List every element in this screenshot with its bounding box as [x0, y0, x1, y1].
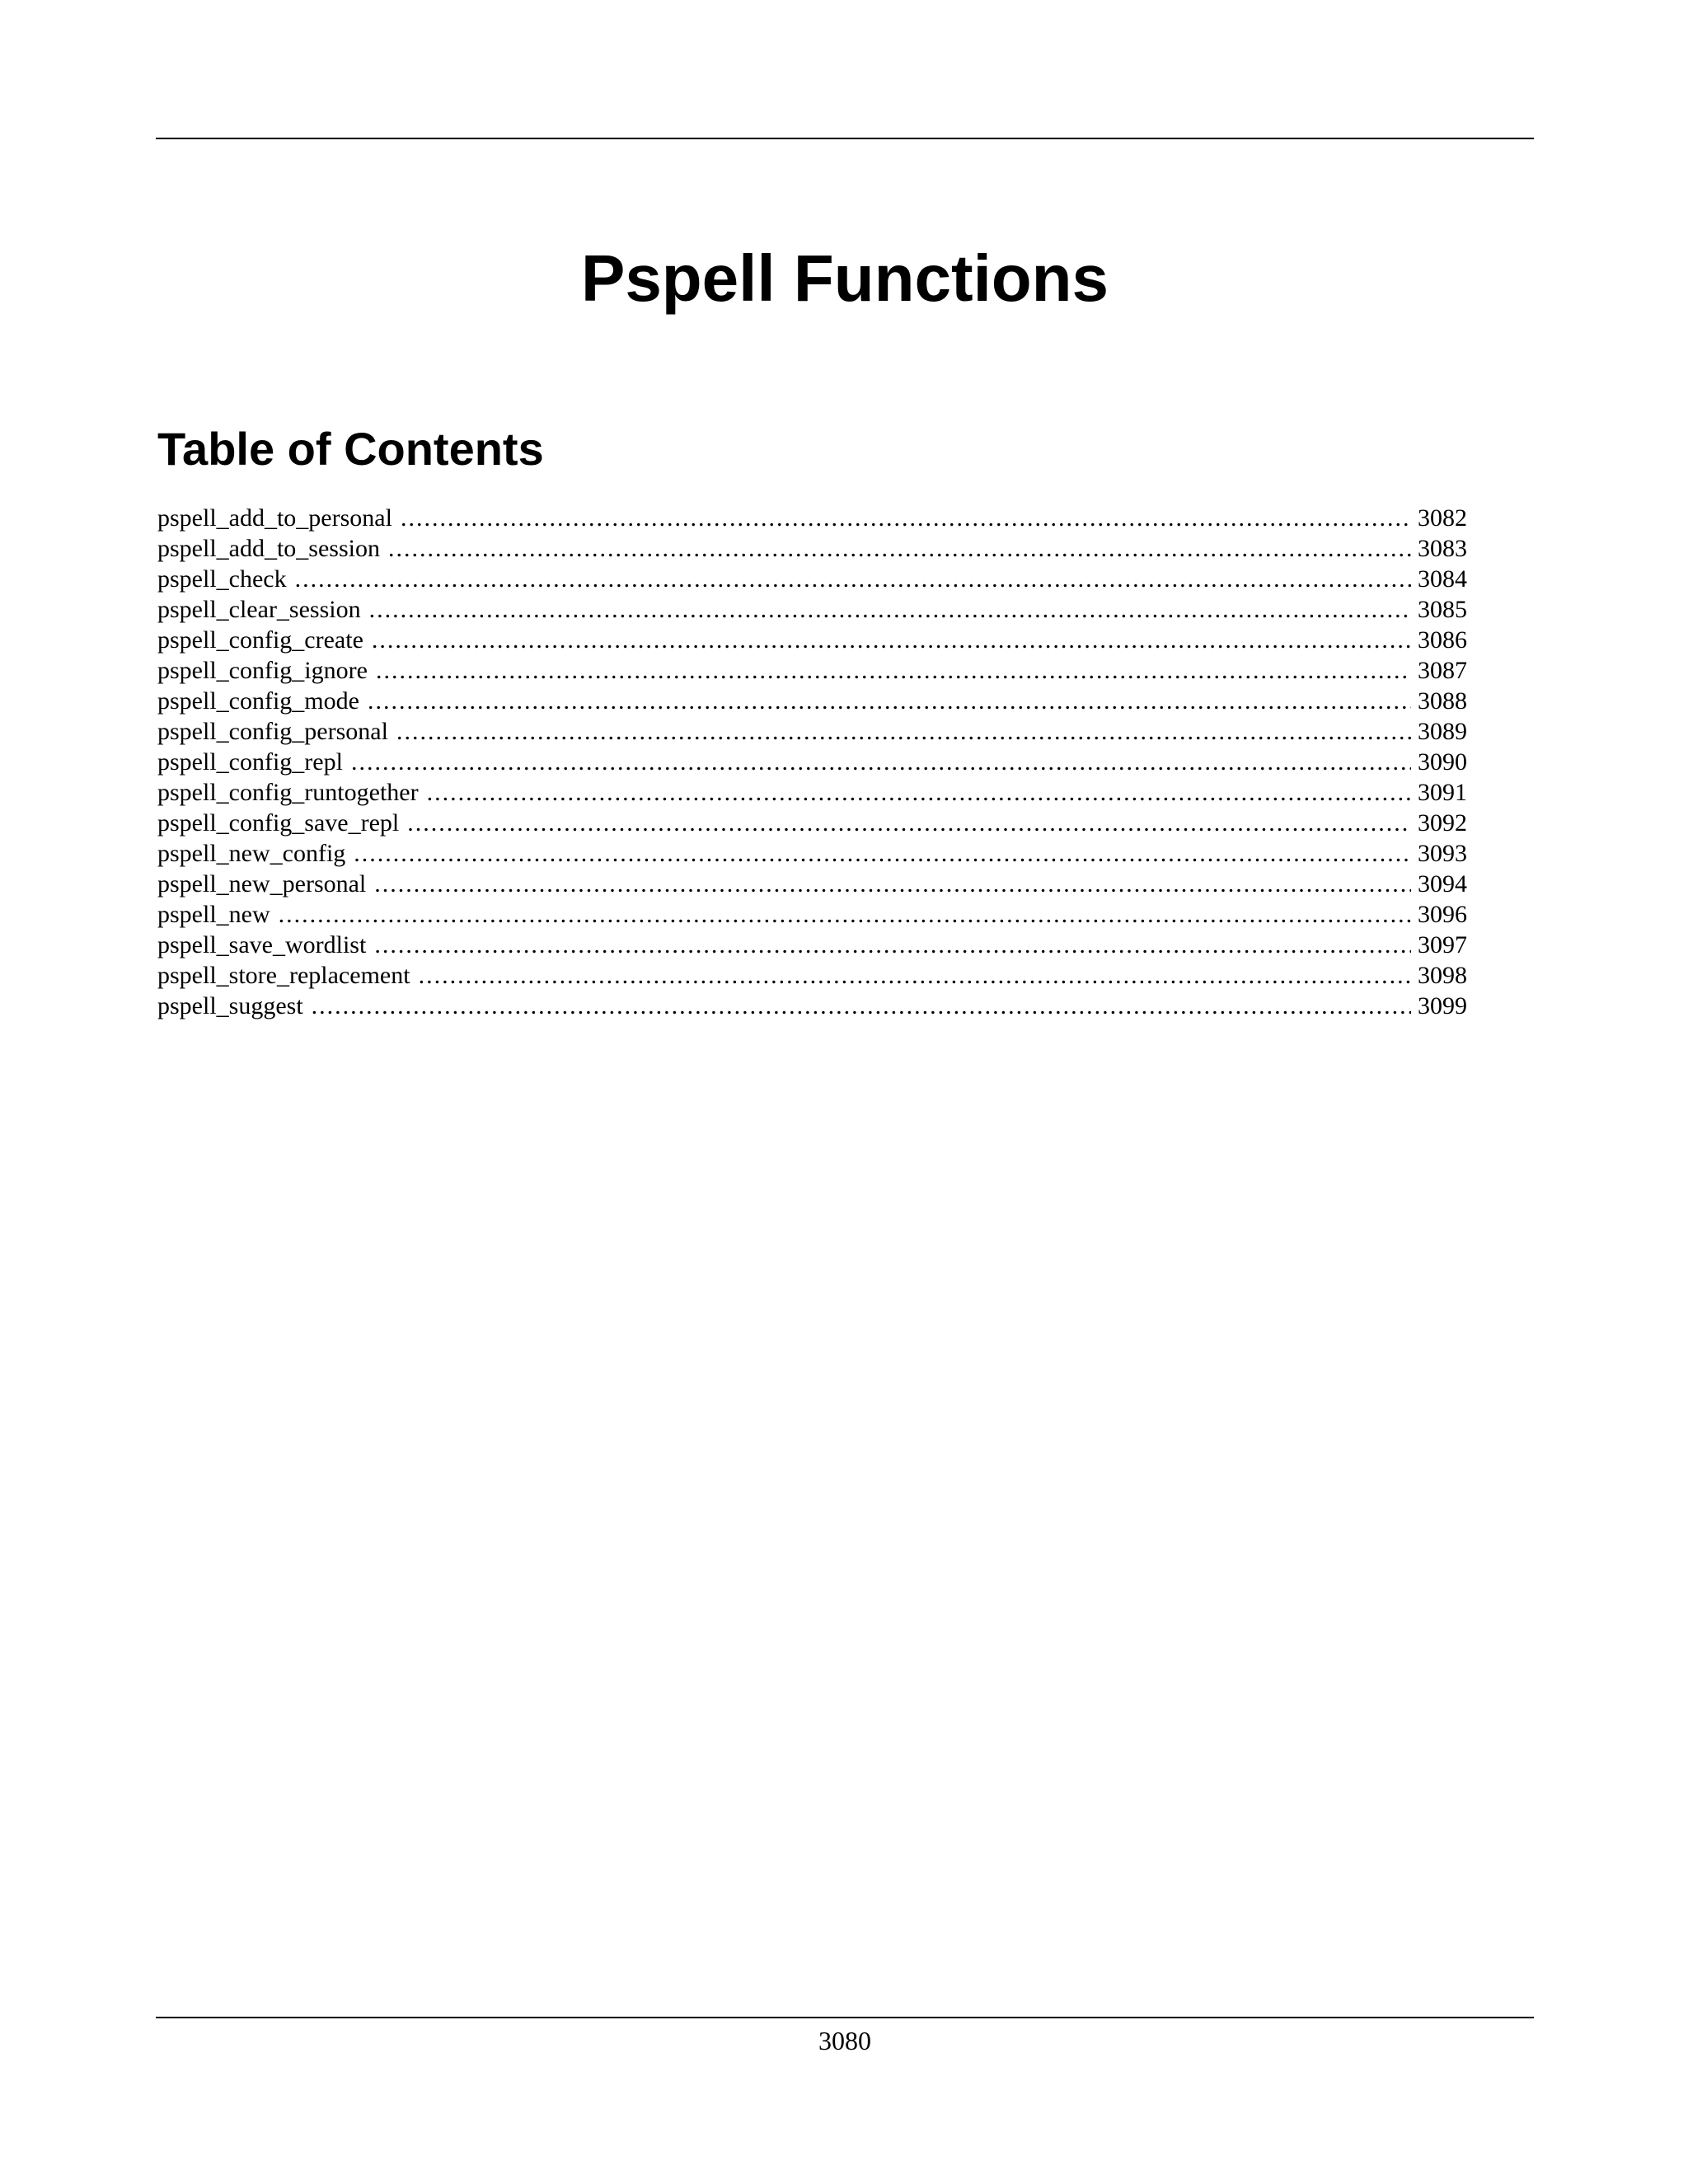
toc-entry[interactable] [157, 899, 1467, 930]
toc-entry-name[interactable]: pspell_new [157, 901, 270, 928]
toc-entry[interactable] [157, 930, 1467, 960]
toc-heading: Table of Contents [157, 423, 544, 475]
toc-entry-page[interactable]: 3090 [1418, 748, 1467, 776]
toc-entry[interactable] [157, 716, 1467, 747]
toc-dot-leader [427, 777, 1411, 808]
toc-entry-page[interactable]: 3086 [1418, 626, 1467, 654]
toc-entry-name[interactable]: pspell_store_replacement [157, 962, 410, 989]
header-rule [156, 138, 1534, 139]
toc-entry-page[interactable]: 3091 [1418, 779, 1467, 806]
toc-entry[interactable] [157, 625, 1467, 655]
footer-rule [156, 2017, 1534, 2018]
toc-dot-leader [279, 899, 1411, 930]
toc-entry-name[interactable]: pspell_config_runtogether [157, 779, 419, 806]
toc-entry-page[interactable]: 3094 [1418, 870, 1467, 898]
toc-entry-name[interactable]: pspell_save_wordlist [157, 931, 367, 958]
toc-entry[interactable] [157, 808, 1467, 838]
toc-entry[interactable] [157, 533, 1467, 564]
toc-dot-leader [369, 594, 1411, 625]
toc-dot-leader [419, 960, 1411, 991]
toc-entry-page[interactable]: 3087 [1418, 657, 1467, 684]
toc-dot-leader [295, 564, 1411, 594]
toc-dot-leader [372, 625, 1411, 655]
toc-entry[interactable] [157, 991, 1467, 1021]
toc-dot-leader [354, 838, 1411, 869]
toc-entry-name[interactable]: pspell_config_mode [157, 687, 359, 715]
page-number: 3080 [818, 2026, 871, 2055]
toc-entry[interactable] [157, 869, 1467, 899]
toc-dot-leader [374, 930, 1411, 960]
toc-dot-leader [351, 747, 1411, 777]
toc-entry-page[interactable]: 3097 [1418, 931, 1467, 958]
toc-entry[interactable] [157, 686, 1467, 716]
toc-entry-page[interactable]: 3084 [1418, 565, 1467, 593]
toc-entry-page[interactable]: 3089 [1418, 718, 1467, 745]
toc-entry-page[interactable]: 3099 [1418, 992, 1467, 1019]
toc-entry-page[interactable]: 3098 [1418, 962, 1467, 989]
toc-entry-name[interactable]: pspell_config_personal [157, 718, 388, 745]
toc-dot-leader [376, 655, 1411, 686]
toc-entry-page[interactable]: 3085 [1418, 596, 1467, 623]
toc-entry[interactable] [157, 747, 1467, 777]
toc-dot-leader [388, 533, 1411, 564]
toc-entry-page[interactable]: 3096 [1418, 901, 1467, 928]
toc-entry-name[interactable]: pspell_add_to_session [157, 535, 380, 562]
toc-list [157, 503, 1467, 1021]
toc-entry-name[interactable]: pspell_check [157, 565, 287, 593]
toc-entry[interactable] [157, 838, 1467, 869]
toc-entry-name[interactable]: pspell_clear_session [157, 596, 361, 623]
toc-entry-name[interactable]: pspell_config_create [157, 626, 363, 654]
toc-entry-name[interactable]: pspell_new_config [157, 840, 346, 867]
toc-entry[interactable] [157, 655, 1467, 686]
toc-entry-page[interactable]: 3083 [1418, 535, 1467, 562]
toc-entry[interactable] [157, 960, 1467, 991]
toc-dot-leader [374, 869, 1411, 899]
chapter-title: Pspell Functions [580, 241, 1109, 315]
toc-entry[interactable] [157, 503, 1467, 533]
toc-entry-page[interactable]: 3092 [1418, 809, 1467, 837]
toc-entry-page[interactable]: 3082 [1418, 504, 1467, 532]
toc-dot-leader [396, 716, 1411, 747]
toc-entry[interactable] [157, 564, 1467, 594]
toc-dot-leader [401, 503, 1411, 533]
toc-entry-name[interactable]: pspell_new_personal [157, 870, 367, 898]
toc-entry-name[interactable]: pspell_add_to_personal [157, 504, 392, 532]
toc-entry-name[interactable]: pspell_config_ignore [157, 657, 368, 684]
toc-dot-leader [407, 808, 1411, 838]
toc-entry-name[interactable]: pspell_config_repl [157, 748, 343, 776]
toc-entry-page[interactable]: 3088 [1418, 687, 1467, 715]
toc-entry[interactable] [157, 777, 1467, 808]
toc-dot-leader [312, 991, 1411, 1021]
toc-entry-page[interactable]: 3093 [1418, 840, 1467, 867]
toc-entry-name[interactable]: pspell_config_save_repl [157, 809, 400, 837]
toc-entry-name[interactable]: pspell_suggest [157, 992, 303, 1019]
toc-dot-leader [368, 686, 1411, 716]
toc-entry[interactable] [157, 594, 1467, 625]
